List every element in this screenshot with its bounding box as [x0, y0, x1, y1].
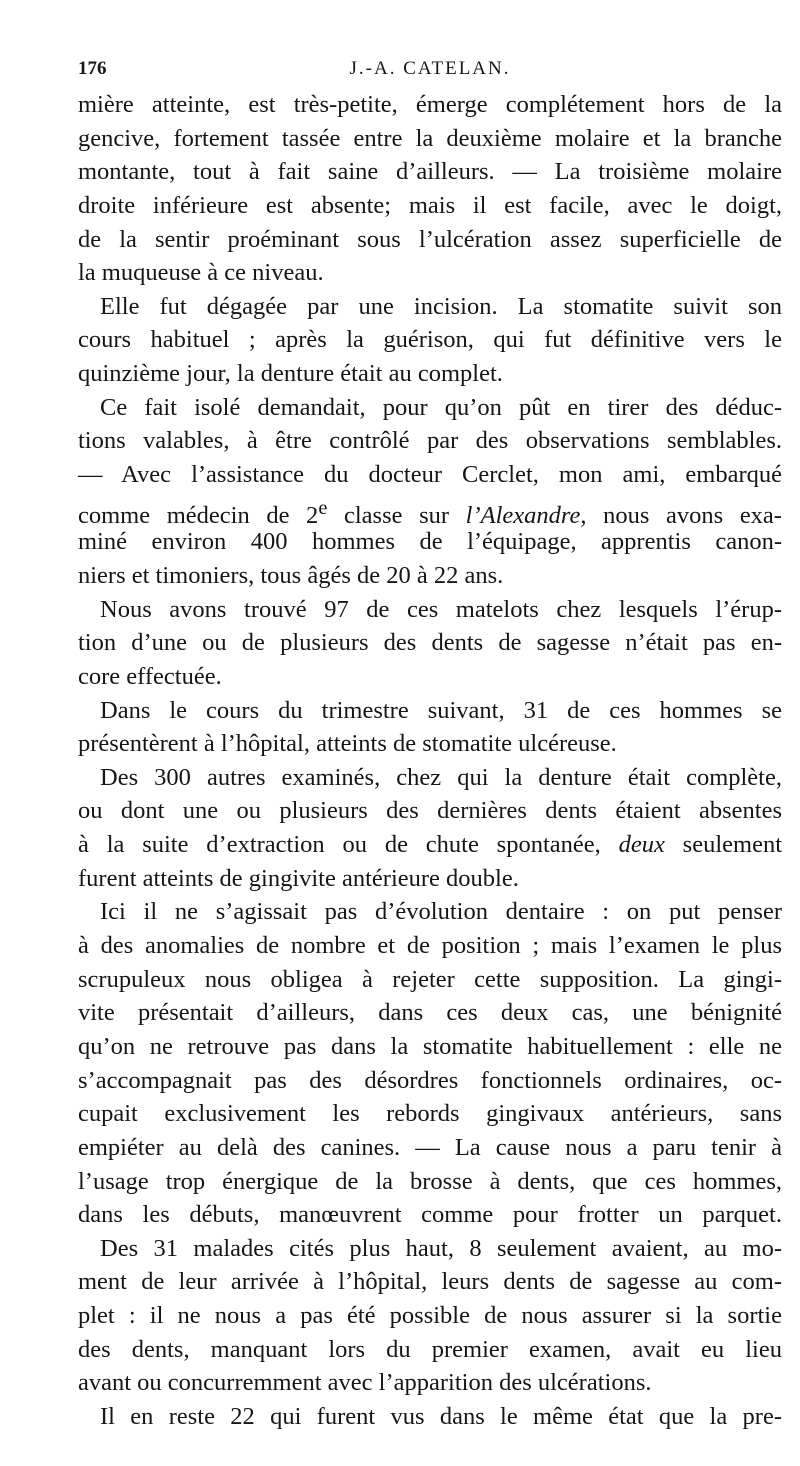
text-line: core effectuée.	[78, 662, 222, 690]
text-line: à des anomalies de nombre et de position ; mais l’examen le plus	[78, 932, 782, 960]
text-line: Ce fait isolé demandait, pour qu’on pût en tirer des déduc-	[100, 393, 782, 421]
text-line: ment de leur arrivée à l’hôpital, leurs dents de sagesse au com-	[78, 1268, 782, 1296]
text-line: montante, tout à fait saine d’ailleurs. — La troisième molaire	[78, 158, 782, 186]
text-segment: comme médecin de 2	[78, 501, 319, 529]
text-line: qu’on ne retrouve pas dans la stomatite habituellement : elle ne	[78, 1032, 782, 1060]
superscript: e	[318, 496, 328, 519]
text-line: furent atteints de gingivite antérieure double.	[78, 864, 519, 892]
text-line: Il en reste 22 qui furent vus dans le même état que la pre-	[100, 1402, 782, 1430]
text-line: Elle fut dégagée par une incision. La stomatite suivit son	[100, 292, 782, 320]
text-line: droite inférieure est absente; mais il est facile, avec le doigt,	[78, 191, 782, 219]
text-line: Des 300 autres examinés, chez qui la denture était complète,	[100, 763, 782, 791]
text-segment: seulement	[664, 831, 782, 859]
text-line: des dents, manquant lors du premier examen, avait eu lieu	[78, 1335, 782, 1363]
text-line	[78, 492, 782, 529]
text-line: de la sentir proéminant sous l’ulcération assez superficielle de	[78, 225, 782, 253]
text-line: avant ou concurremment avec l’apparition des ulcérations.	[78, 1369, 652, 1397]
text-line: empiéter au delà des canines. — La cause nous a paru tenir à	[78, 1133, 782, 1161]
text-line: Nous avons trouvé 97 de ces matelots chez lesquels l’érup-	[100, 595, 782, 623]
text-segment: classe sur	[327, 501, 466, 529]
text-line: cours habituel ; après la guérison, qui fut définitive vers le	[78, 326, 782, 354]
text-line: présentèrent à l’hôpital, atteints de stomatite ulcéreuse.	[78, 730, 617, 758]
text-line: mière atteinte, est très-petite, émerge complétement hors de la	[78, 91, 782, 118]
text-line: quinzième jour, la denture était au complet.	[78, 360, 503, 388]
text-segment: à la suite d’extraction ou de chute spontanée,	[78, 831, 619, 859]
text-line: s’accompagnait pas des désordres fonctionnels ordinaires, oc-	[78, 1066, 782, 1094]
text-line: cupait exclusivement les rebords gingivaux antérieurs, sans	[78, 1100, 782, 1128]
text-segment: , nous avons exa-	[580, 501, 782, 529]
italic-word: deux	[618, 831, 665, 859]
text-line	[78, 828, 782, 862]
body-text	[78, 88, 782, 1434]
text-line: scrupuleux nous obligea à rejeter cette supposition. La gingi-	[78, 965, 782, 993]
text-line: Dans le cours du trimestre suivant, 31 de ces hommes se	[100, 696, 782, 724]
text-line: ou dont une ou plusieurs des dernières dents étaient absentes	[78, 797, 782, 825]
text-line: l’usage trop énergique de la brosse à dents, que ces hommes,	[78, 1167, 782, 1195]
text-line: tions valables, à être contrôlé par des observations semblables.	[78, 427, 782, 455]
ship-name: l’Alexandre	[465, 501, 581, 529]
page-number: 176	[78, 58, 107, 79]
text-line: miné environ 400 hommes de l’équipage, apprentis canon-	[78, 528, 782, 556]
running-head: J.-A. CATELAN.	[349, 58, 511, 79]
text-line: Ici il ne s’agissait pas d’évolution dentaire : on put penser	[100, 898, 782, 926]
text-line: la muqueuse à ce niveau.	[78, 259, 324, 287]
text-line: — Avec l’assistance du docteur Cerclet, mon ami, embarqué	[78, 461, 782, 489]
text-line: plet : il ne nous a pas été possible de nous assurer si la sortie	[78, 1302, 782, 1330]
text-line: vite présentait d’ailleurs, dans ces deux cas, une bénignité	[78, 999, 782, 1027]
text-line: gencive, fortement tassée entre la deuxième molaire et la branche	[78, 124, 782, 152]
text-line: Des 31 malades cités plus haut, 8 seulement avaient, au mo-	[100, 1234, 782, 1262]
text-line: tion d’une ou de plusieurs des dents de sagesse n’était pas en-	[78, 629, 782, 657]
text-line: dans les débuts, manœuvrent comme pour frotter un parquet.	[78, 1201, 782, 1229]
text-line: niers et timoniers, tous âgés de 20 à 22 ans.	[78, 561, 504, 589]
